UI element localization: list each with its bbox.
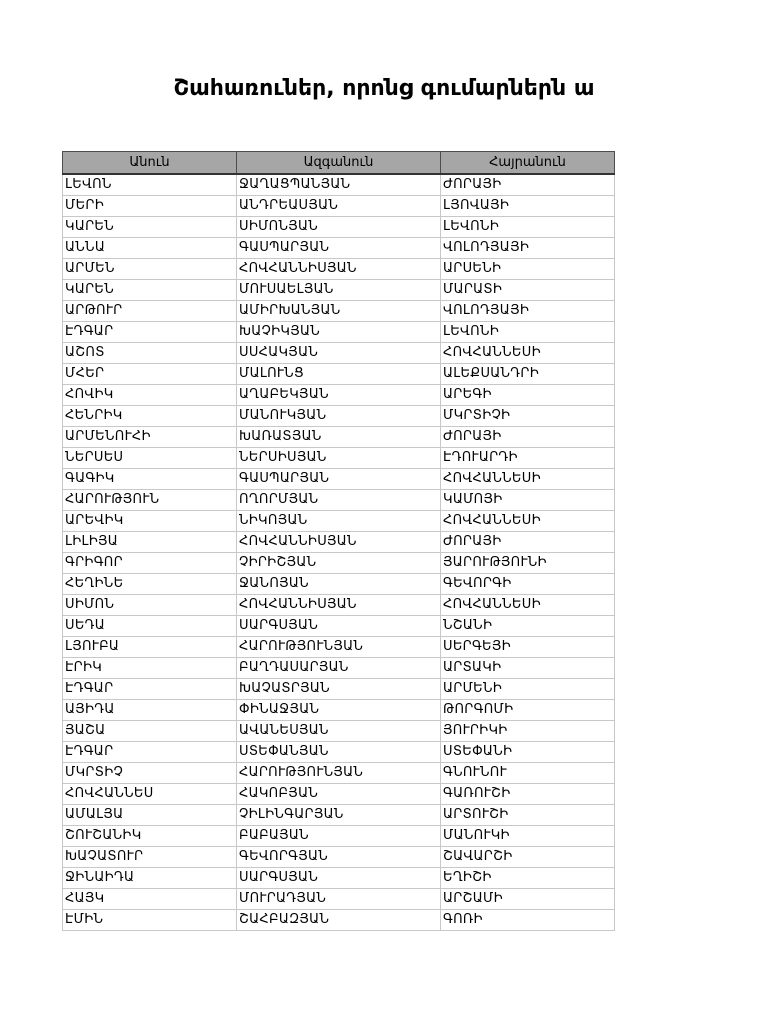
- table-row: [63, 196, 615, 217]
- last-name-cell: ՇԱՀԲԱԶՅԱՆ: [237, 910, 441, 931]
- last-name-cell: ԲԱԲԱՅԱՆ: [237, 826, 441, 847]
- page-title: Շահառուներ, որոնց գումարներն ա: [173, 76, 595, 101]
- patronymic-cell: ԳՆՈՒՆՈՒ: [441, 763, 615, 784]
- patronymic-cell: ՀՈՎՀԱՆՆԵՍԻ: [441, 511, 615, 532]
- last-name-cell: ՓԻՆԱՋՅԱՆ: [237, 700, 441, 721]
- table-row: [63, 406, 615, 427]
- table-row: [63, 679, 615, 700]
- first-name-cell: ՀԵՆՐԻԿ: [63, 406, 237, 427]
- patronymic-cell: ԱՐՏՈՒՇԻ: [441, 805, 615, 826]
- first-name-cell: ՅԱՇԱ: [63, 721, 237, 742]
- table-row: [63, 280, 615, 301]
- patronymic-cell: ՍՏԵՓԱՆԻ: [441, 742, 615, 763]
- first-name-cell: ԼԻԼԻՅԱ: [63, 532, 237, 553]
- table-row: [63, 763, 615, 784]
- patronymic-cell: ՀՈՎՀԱՆՆԵՍԻ: [441, 343, 615, 364]
- patronymic-cell: ԺՈՐԱՅԻ: [441, 427, 615, 448]
- table-row: [63, 742, 615, 763]
- last-name-cell: ԱՂԱԲԵԿՅԱՆ: [237, 385, 441, 406]
- first-name-cell: ՍԵԴԱ: [63, 616, 237, 637]
- patronymic-cell: ԿԱՄՈՅԻ: [441, 490, 615, 511]
- first-name-cell: ՀՈՎԻԿ: [63, 385, 237, 406]
- table-row: [63, 805, 615, 826]
- patronymic-cell: ԳԵՎՈՐԳԻ: [441, 574, 615, 595]
- first-name-cell: ՇՈՒՇԱՆԻԿ: [63, 826, 237, 847]
- last-name-cell: ՆԻԿՈՅԱՆ: [237, 511, 441, 532]
- patronymic-cell: ՄԱՐԱՏԻ: [441, 280, 615, 301]
- first-name-cell: ԷՐԻԿ: [63, 658, 237, 679]
- first-name-cell: ԱՐԹՈՒՐ: [63, 301, 237, 322]
- first-name-cell: ԱՐՄԵՆՈՒՀԻ: [63, 427, 237, 448]
- last-name-cell: ՈՂՈՐՄՅԱՆ: [237, 490, 441, 511]
- column-header-last-name: Ազգանուն: [237, 152, 441, 175]
- last-name-cell: ՍԱՐԳՍՅԱՆ: [237, 868, 441, 889]
- last-name-cell: ՀԱՐՈՒԹՅՈՒՆՅԱՆ: [237, 763, 441, 784]
- first-name-cell: ՀԱՅԿ: [63, 889, 237, 910]
- patronymic-cell: ԺՈՐԱՅԻ: [441, 532, 615, 553]
- patronymic-cell: ՀՈՎՀԱՆՆԵՍԻ: [441, 595, 615, 616]
- last-name-cell: ԱՎԱՆԵՍՅԱՆ: [237, 721, 441, 742]
- table-row: [63, 616, 615, 637]
- table-row: [63, 490, 615, 511]
- last-name-cell: ՍՏԵՓԱՆՅԱՆ: [237, 742, 441, 763]
- last-name-cell: ՆԵՐՍԻՍՅԱՆ: [237, 448, 441, 469]
- first-name-cell: ԿԱՐԵՆ: [63, 217, 237, 238]
- last-name-cell: ԱՆԴՐԵԱՍՅԱՆ: [237, 196, 441, 217]
- patronymic-cell: ԱՐՇԱՄԻ: [441, 889, 615, 910]
- first-name-cell: ԱՅԻԴԱ: [63, 700, 237, 721]
- table-row: [63, 259, 615, 280]
- last-name-cell: ՀԱՐՈՒԹՅՈՒՆՅԱՆ: [237, 637, 441, 658]
- first-name-cell: ԱՄԱԼՅԱ: [63, 805, 237, 826]
- first-name-cell: ՄԵՐԻ: [63, 196, 237, 217]
- table-row: [63, 385, 615, 406]
- last-name-cell: ԳԱՍՊԱՐՅԱՆ: [237, 469, 441, 490]
- last-name-cell: ՄԱԼՈՒՆՑ: [237, 364, 441, 385]
- first-name-cell: ԷԴԳԱՐ: [63, 322, 237, 343]
- column-header-patronymic: Հայրանուն: [441, 152, 615, 175]
- last-name-cell: ՋԱՂԱՑՊԱՆՅԱՆ: [237, 174, 441, 196]
- column-header-first-name: Անուն: [63, 152, 237, 175]
- first-name-cell: ԿԱՐԵՆ: [63, 280, 237, 301]
- first-name-cell: ԳԱԳԻԿ: [63, 469, 237, 490]
- last-name-cell: ՍԻՄՈՆՅԱՆ: [237, 217, 441, 238]
- patronymic-cell: ՀՈՎՀԱՆՆԵՍԻ: [441, 469, 615, 490]
- last-name-cell: ԽԱՌԱՏՅԱՆ: [237, 427, 441, 448]
- first-name-cell: ԼԵՎՈՆ: [63, 174, 237, 196]
- last-name-cell: ՀՈՎՀԱՆՆԻՍՅԱՆ: [237, 259, 441, 280]
- last-name-cell: ՄՈՒՍԱԵԼՅԱՆ: [237, 280, 441, 301]
- patronymic-cell: ՄԿՐՏԻՉԻ: [441, 406, 615, 427]
- first-name-cell: ԱՐՄԵՆ: [63, 259, 237, 280]
- table-row: [63, 343, 615, 364]
- first-name-cell: ՋԻՆԱԻԴԱ: [63, 868, 237, 889]
- patronymic-cell: ՅՈՒՐԻԿԻ: [441, 721, 615, 742]
- patronymic-cell: ԺՈՐԱՅԻ: [441, 174, 615, 196]
- table-row: [63, 238, 615, 259]
- last-name-cell: ԽԱՉԻԿՅԱՆ: [237, 322, 441, 343]
- table-row: [63, 721, 615, 742]
- first-name-cell: ՍԻՄՈՆ: [63, 595, 237, 616]
- first-name-cell: ԷՄԻՆ: [63, 910, 237, 931]
- last-name-cell: ՀԱԿՈԲՅԱՆ: [237, 784, 441, 805]
- table-row: [63, 448, 615, 469]
- table-row: [63, 469, 615, 490]
- last-name-cell: ՍԱՐԳՍՅԱՆ: [237, 616, 441, 637]
- last-name-cell: ՄՈՒՐԱԴՅԱՆ: [237, 889, 441, 910]
- table-row: [63, 784, 615, 805]
- first-name-cell: ՄՀԵՐ: [63, 364, 237, 385]
- first-name-cell: ԳՐԻԳՈՐ: [63, 553, 237, 574]
- first-name-cell: ԼՅՈՒԲԱ: [63, 637, 237, 658]
- patronymic-cell: ՇԱՎԱՐՇԻ: [441, 847, 615, 868]
- table-body: [63, 174, 615, 931]
- patronymic-cell: ԱՐՏԱԿԻ: [441, 658, 615, 679]
- table-row: [63, 322, 615, 343]
- last-name-cell: ՄԱՆՈՒԿՅԱՆ: [237, 406, 441, 427]
- last-name-cell: ԽԱՉԱՏՐՅԱՆ: [237, 679, 441, 700]
- first-name-cell: ՀՈՎՀԱՆՆԵՍ: [63, 784, 237, 805]
- last-name-cell: ՉԻԼԻՆԳԱՐՅԱՆ: [237, 805, 441, 826]
- first-name-cell: ԽԱՉԱՏՈՒՐ: [63, 847, 237, 868]
- first-name-cell: ԱՇՈՏ: [63, 343, 237, 364]
- patronymic-cell: ՅԱՐՈՒԹՅՈՒՆԻ: [441, 553, 615, 574]
- first-name-cell: ԱՆՆԱ: [63, 238, 237, 259]
- patronymic-cell: ԱՐՄԵՆԻ: [441, 679, 615, 700]
- table-row: [63, 889, 615, 910]
- patronymic-cell: ԱՐԵԳԻ: [441, 385, 615, 406]
- table-row: [63, 574, 615, 595]
- patronymic-cell: ԼՅՈՎԱՅԻ: [441, 196, 615, 217]
- first-name-cell: ԱՐԵՎԻԿ: [63, 511, 237, 532]
- table-row: [63, 826, 615, 847]
- table-row: [63, 868, 615, 889]
- table-row: [63, 637, 615, 658]
- last-name-cell: ԲԱՂԴԱՍԱՐՅԱՆ: [237, 658, 441, 679]
- last-name-cell: ԳԱՍՊԱՐՅԱՆ: [237, 238, 441, 259]
- last-name-cell: ՋԱՆՈՅԱՆ: [237, 574, 441, 595]
- patronymic-cell: ԳԱՌՈՒՇԻ: [441, 784, 615, 805]
- table-row: [63, 700, 615, 721]
- patronymic-cell: ՎՈԼՈԴՅԱՅԻ: [441, 301, 615, 322]
- first-name-cell: ԷԴԳԱՐ: [63, 742, 237, 763]
- patronymic-cell: ԷԴՈՒԱՐԴԻ: [441, 448, 615, 469]
- patronymic-cell: ՄԱՆՈՒԿԻ: [441, 826, 615, 847]
- patronymic-cell: ԵՂԻՇԻ: [441, 868, 615, 889]
- last-name-cell: ՉԻՐԻՇՅԱՆ: [237, 553, 441, 574]
- table-row: [63, 595, 615, 616]
- patronymic-cell: ՆՇԱՆԻ: [441, 616, 615, 637]
- last-name-cell: ԱՄԻՐԽԱՆՅԱՆ: [237, 301, 441, 322]
- patronymic-cell: ԳՈՌԻ: [441, 910, 615, 931]
- table-row: [63, 301, 615, 322]
- first-name-cell: ՆԵՐՍԵՍ: [63, 448, 237, 469]
- last-name-cell: ՀՈՎՀԱՆՆԻՍՅԱՆ: [237, 595, 441, 616]
- table-row: [63, 532, 615, 553]
- table-row: [63, 427, 615, 448]
- last-name-cell: ԳԵՎՈՐԳՅԱՆ: [237, 847, 441, 868]
- patronymic-cell: ԱՐՍԵՆԻ: [441, 259, 615, 280]
- patronymic-cell: ԼԵՎՈՆԻ: [441, 322, 615, 343]
- last-name-cell: ՍՍՀԱԿՅԱՆ: [237, 343, 441, 364]
- first-name-cell: ՄԿՐՏԻՉ: [63, 763, 237, 784]
- beneficiaries-table: [62, 151, 615, 931]
- table-header-row: [63, 152, 615, 175]
- patronymic-cell: ՎՈԼՈԴՅԱՅԻ: [441, 238, 615, 259]
- table-row: [63, 217, 615, 238]
- first-name-cell: ԷԴԳԱՐ: [63, 679, 237, 700]
- table-row: [63, 847, 615, 868]
- table-row: [63, 658, 615, 679]
- patronymic-cell: ԱԼԵՔՍԱՆԴՐԻ: [441, 364, 615, 385]
- table-row: [63, 174, 615, 196]
- table-row: [63, 553, 615, 574]
- table-row: [63, 364, 615, 385]
- first-name-cell: ՀԵՂԻՆԵ: [63, 574, 237, 595]
- table-row: [63, 511, 615, 532]
- patronymic-cell: ՍԵՐԳԵՅԻ: [441, 637, 615, 658]
- last-name-cell: ՀՈՎՀԱՆՆԻՍՅԱՆ: [237, 532, 441, 553]
- table-row: [63, 910, 615, 931]
- patronymic-cell: ԼԵՎՈՆԻ: [441, 217, 615, 238]
- patronymic-cell: ԹՈՐԳՈՄԻ: [441, 700, 615, 721]
- first-name-cell: ՀԱՐՈՒԹՅՈՒՆ: [63, 490, 237, 511]
